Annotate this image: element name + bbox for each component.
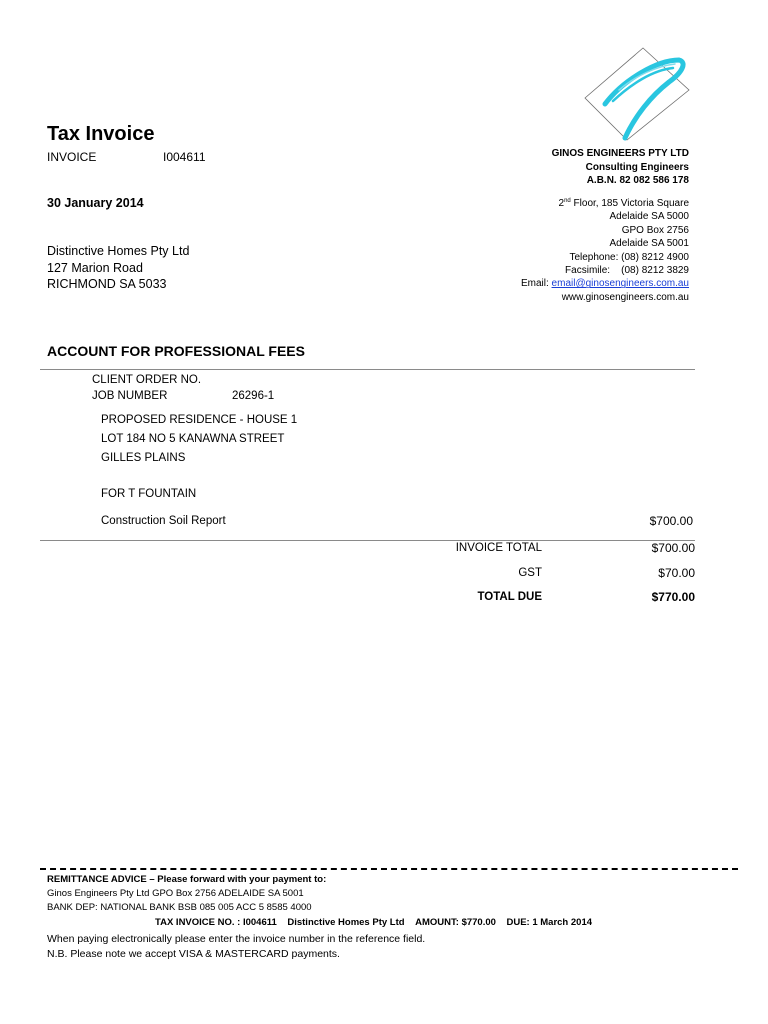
line-item-amount: $700.00 xyxy=(649,514,693,528)
address-floor: 2nd Floor, 185 Victoria Square xyxy=(558,198,689,209)
remittance-note-1: When paying electronically please enter the invoice number in the reference field. xyxy=(47,933,426,945)
company-abn: A.B.N. 82 082 586 178 xyxy=(586,175,689,186)
ref-due: DUE: 1 March 2014 xyxy=(506,917,593,928)
job-number-label: JOB NUMBER xyxy=(92,390,168,402)
company-address xyxy=(521,195,689,304)
address-city: Adelaide SA 5000 xyxy=(609,211,689,223)
email-link[interactable]: email@ginosengineers.com.au xyxy=(551,278,689,290)
invoice-date: 30 January 2014 xyxy=(47,196,144,210)
customer-street: 127 Marion Road xyxy=(47,260,143,275)
job-number: 26296-1 xyxy=(232,390,275,402)
customer-name: Distinctive Homes Pty Ltd xyxy=(47,244,190,258)
company-subtitle: Consulting Engineers xyxy=(585,161,689,173)
company-block xyxy=(552,147,689,188)
website: www.ginosengineers.com.au xyxy=(561,291,689,303)
client-order-label: CLIENT ORDER NO. xyxy=(92,374,202,386)
ref-amount: AMOUNT: $770.00 xyxy=(415,917,496,928)
invoice-label: INVOICE xyxy=(47,150,97,164)
po-box: GPO Box 2756 xyxy=(621,224,689,236)
gst-label: GST xyxy=(518,567,542,579)
ref-customer: Distinctive Homes Pty Ltd xyxy=(287,917,405,928)
project-line-3: GILLES PLAINS xyxy=(101,452,186,464)
project-line-1: PROPOSED RESIDENCE - HOUSE 1 xyxy=(101,414,298,426)
remittance-heading: REMITTANCE ADVICE – Please forward with your payment to: xyxy=(47,874,327,885)
invoice-number: I004611 xyxy=(163,150,206,164)
company-logo xyxy=(583,46,691,142)
email-line: Email: email@ginosengineers.com.au xyxy=(520,278,689,290)
remittance-bank: BANK DEP: NATIONAL BANK BSB 085 005 ACC 5 8585 4000 xyxy=(47,902,312,913)
remittance-reference xyxy=(155,917,592,928)
total-due-value: $770.00 xyxy=(651,590,695,604)
divider xyxy=(40,369,695,370)
invoice-total-label: INVOICE TOTAL xyxy=(455,542,542,554)
line-item-description: Construction Soil Report xyxy=(101,515,226,527)
customer-address xyxy=(47,243,189,293)
divider xyxy=(40,540,695,541)
remittance-note-2: N.B. Please note we accept VISA & MASTERCARD payments. xyxy=(47,948,340,960)
tear-off-line xyxy=(40,868,738,870)
company-name: GINOS ENGINEERS PTY LTD xyxy=(551,148,689,159)
section-title: ACCOUNT FOR PROFESSIONAL FEES xyxy=(47,343,305,359)
attention-line: FOR T FOUNTAIN xyxy=(101,488,197,500)
project-line-2: LOT 184 NO 5 KANAWNA STREET xyxy=(101,433,285,445)
invoice-total-value: $700.00 xyxy=(651,541,695,555)
po-city: Adelaide SA 5001 xyxy=(609,238,689,250)
customer-city: RICHMOND SA 5033 xyxy=(47,277,167,291)
telephone: Telephone: (08) 8212 4900 xyxy=(569,251,689,263)
facsimile: Facsimile: (08) 8212 3829 xyxy=(565,265,689,277)
gst-value: $70.00 xyxy=(658,566,695,580)
ref-invoice: TAX INVOICE NO. : I004611 xyxy=(155,917,277,928)
total-due-label: TOTAL DUE xyxy=(477,591,542,603)
remittance-address: Ginos Engineers Pty Ltd GPO Box 2756 ADELAIDE SA 5001 xyxy=(47,888,304,899)
document-title: Tax Invoice xyxy=(47,123,155,145)
